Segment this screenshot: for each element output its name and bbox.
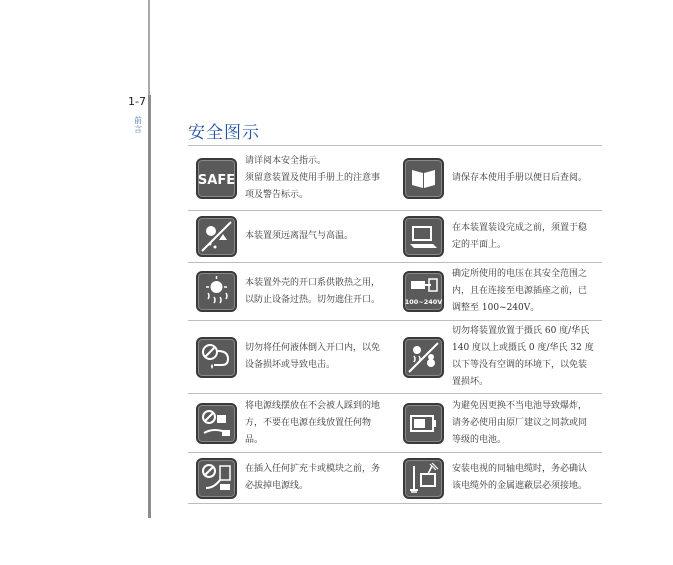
safety-item	[395, 263, 602, 320]
safety-text	[245, 340, 395, 374]
text-line: 为避免因更换不当电池导致爆炸，请务必使用由原厂建议之同款或同等级的电池。	[452, 400, 588, 445]
ventilation-icon	[196, 271, 237, 312]
text-line: 须留意装置及使用手册上的注意事项及警告标示。	[245, 172, 381, 200]
safety-text	[245, 228, 361, 245]
table-row	[188, 145, 602, 210]
book-icon	[403, 158, 444, 199]
temperature-icon	[403, 337, 444, 378]
text-line: 确定所使用的电压在其安全范围之内，且在连接至电源插座之前，已调整至 100~240V。	[452, 269, 588, 313]
voltage-plug-icon	[403, 271, 444, 312]
safety-item	[395, 394, 602, 452]
safety-item	[188, 321, 395, 393]
table-row	[188, 452, 602, 504]
safety-item	[188, 263, 395, 320]
text-line: 安装电视的同轴电缆时，务必确认该电缆外的金属遮蔽层必须接地。	[452, 464, 588, 491]
battery-icon	[403, 403, 444, 444]
text-line: 本装置须远离湿气与高温。	[245, 231, 354, 241]
antenna-ground-icon	[403, 458, 444, 499]
section-label: 前言	[134, 116, 142, 134]
text-line: 将电源线摆放在不会被人踩到的地方，不要在电源在线放置任何物品。	[245, 400, 381, 445]
safety-text	[452, 266, 602, 317]
safety-text	[452, 220, 602, 254]
safety-text	[245, 398, 395, 449]
text-line: 切勿将装置放置于摄氏 60 度/华氏 140 度以上或摄氏 0 度/华氏 32 度以下等没有空调的环境下，以免装置损坏。	[452, 326, 594, 387]
safety-item	[395, 146, 602, 210]
safety-text	[452, 398, 602, 449]
text-line: 在本装置装设完成之前，须置于稳定的平面上。	[452, 222, 588, 250]
table-row	[188, 210, 602, 262]
no-heat-humidity-icon	[196, 216, 237, 257]
safe-icon	[196, 158, 237, 199]
safety-text	[245, 153, 395, 204]
safety-item	[188, 146, 395, 210]
text-line: 请详阅本安全指示。	[245, 155, 327, 166]
text-line: 请保存本使用手册以便日后查阅。	[452, 172, 588, 183]
voltage-badge: 100~240V	[405, 298, 442, 306]
safety-item	[395, 453, 602, 503]
no-liquid-icon	[196, 337, 237, 378]
unplug-icon	[196, 458, 237, 499]
safety-item	[395, 321, 602, 393]
sidebar-rule	[148, 95, 151, 518]
page-number: 1-7	[128, 95, 146, 108]
svg-text:SAFE: SAFE	[198, 172, 235, 188]
safety-text	[452, 170, 595, 187]
sidebar	[0, 0, 150, 518]
safety-text	[245, 275, 395, 309]
safety-item	[188, 453, 395, 503]
safety-item	[395, 211, 602, 262]
safety-item	[188, 394, 395, 452]
table-row	[188, 393, 602, 452]
safety-item	[188, 211, 395, 262]
no-step-cord-icon	[196, 403, 237, 444]
safety-text	[452, 461, 602, 495]
safety-text	[452, 323, 602, 391]
table-row	[188, 320, 602, 393]
safety-table	[188, 145, 602, 504]
text-line: 本装置外壳的开口系供散热之用，以防止设备过热。切勿遮住开口。	[245, 277, 381, 305]
text-line: 在插入任何扩充卡或模块之前，务必拔掉电源线。	[245, 464, 381, 491]
table-row	[188, 262, 602, 320]
text-line: 切勿将任何液体倒入开口内，以免设备损坏或导致电击。	[245, 343, 381, 370]
laptop-flat-surface-icon	[403, 216, 444, 257]
safety-text	[245, 461, 395, 495]
page-title: 安全图示	[188, 123, 260, 143]
